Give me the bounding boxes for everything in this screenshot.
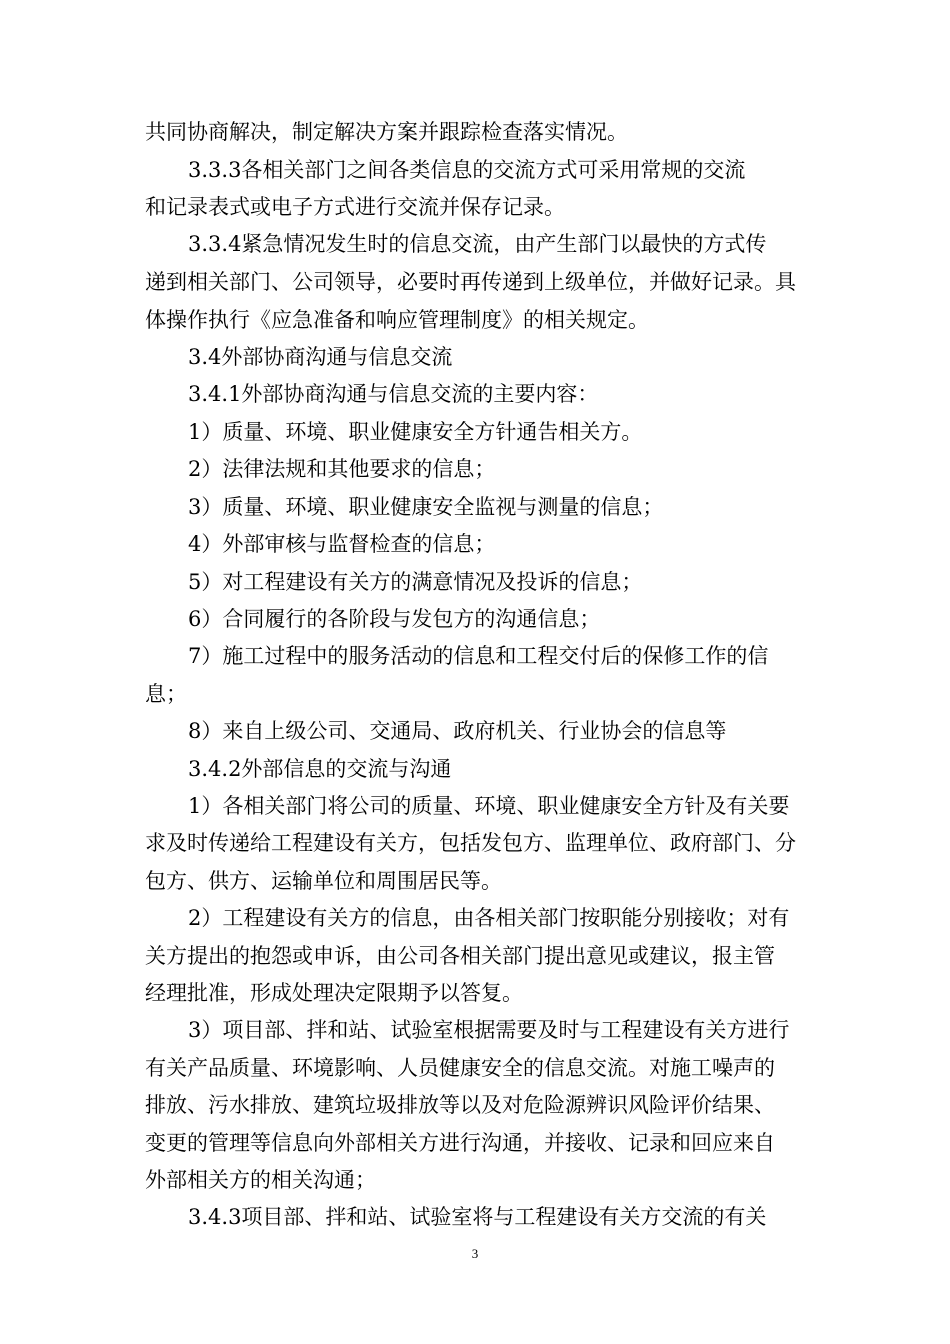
paragraph-line: 3.3.3各相关部门之间各类信息的交流方式可采用常规的交流 <box>188 158 746 182</box>
paragraph-line: 外部相关方的相关沟通； <box>145 1168 376 1192</box>
list-item-continuation: 息； <box>145 682 187 706</box>
list-item: 4）外部审核与监督检查的信息； <box>188 532 496 556</box>
paragraph-line: 共同协商解决，制定解决方案并跟踪检查落实情况。 <box>145 120 628 144</box>
paragraph-line: 有关产品质量、环境影响、人员健康安全的信息交流。对施工噪声的 <box>145 1056 775 1080</box>
paragraph-line: 排放、污水排放、建筑垃圾排放等以及对危险源辨识风险评价结果、 <box>145 1093 775 1117</box>
section-heading: 3.4外部协商沟通与信息交流 <box>188 345 453 369</box>
paragraph-line: 2）工程建设有关方的信息，由各相关部门按职能分别接收；对有 <box>188 906 790 930</box>
paragraph-line: 和记录表式或电子方式进行交流并保存记录。 <box>145 195 565 219</box>
paragraph-line: 3）项目部、拌和站、试验室根据需要及时与工程建设有关方进行 <box>188 1018 790 1042</box>
paragraph-line: 体操作执行《应急准备和响应管理制度》的相关规定。 <box>145 308 649 332</box>
paragraph-line: 3.3.4紧急情况发生时的信息交流，由产生部门以最快的方式传 <box>188 232 767 256</box>
paragraph-line: 包方、供方、运输单位和周围居民等。 <box>145 869 502 893</box>
list-item: 7）施工过程中的服务活动的信息和工程交付后的保修工作的信 <box>188 644 769 668</box>
paragraph-line: 经理批准，形成处理决定限期予以答复。 <box>145 981 523 1005</box>
list-item: 8）来自上级公司、交通局、政府机关、行业协会的信息等 <box>188 719 727 743</box>
paragraph-line: 递到相关部门、公司领导，必要时再传递到上级单位，并做好记录。具 <box>145 270 796 294</box>
paragraph-line: 3.4.3项目部、拌和站、试验室将与工程建设有关方交流的有关 <box>188 1205 767 1229</box>
list-item: 3）质量、环境、职业健康安全监视与测量的信息； <box>188 495 664 519</box>
subsection-heading: 3.4.2外部信息的交流与沟通 <box>188 757 452 781</box>
paragraph-line: 1）各相关部门将公司的质量、环境、职业健康安全方针及有关要 <box>188 794 790 818</box>
list-item: 5）对工程建设有关方的满意情况及投诉的信息； <box>188 570 643 594</box>
subsection-heading: 3.4.1外部协商沟通与信息交流的主要内容： <box>188 382 599 406</box>
list-item: 1）质量、环境、职业健康安全方针通告相关方。 <box>188 420 643 444</box>
paragraph-line: 求及时传递给工程建设有关方，包括发包方、监理单位、政府部门、分 <box>145 831 796 855</box>
paragraph-line: 关方提出的抱怨或申诉，由公司各相关部门提出意见或建议，报主管 <box>145 944 775 968</box>
paragraph-line: 变更的管理等信息向外部相关方进行沟通，并接收、记录和回应来自 <box>145 1131 775 1155</box>
list-item: 6）合同履行的各阶段与发包方的沟通信息； <box>188 607 601 631</box>
page-number: 3 <box>471 1246 479 1261</box>
list-item: 2）法律法规和其他要求的信息； <box>188 457 496 481</box>
